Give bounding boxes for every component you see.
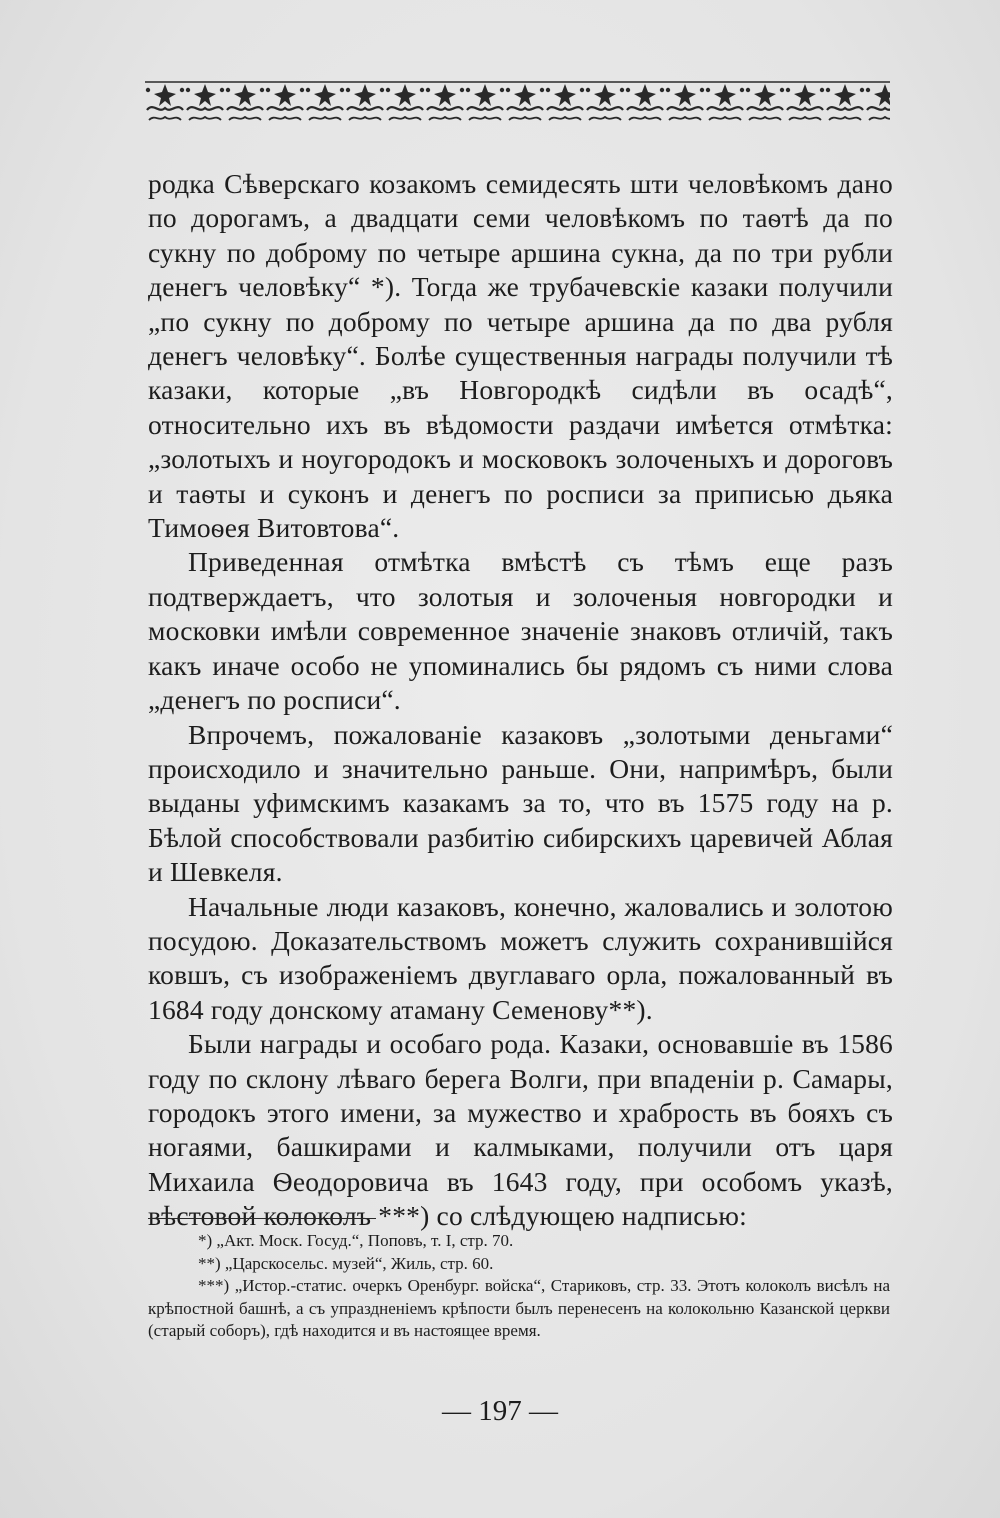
ornamental-header-icon: [145, 80, 890, 124]
footnote-divider: [148, 1218, 376, 1219]
paragraph: Впрочемъ, пожалованіе казаковъ „золотыми деньгами“ происходило и значительно раньше. Они, напримѣръ, были выданы уфимскимъ казакамъ за то, что въ 1575 году на р. Бѣлой способствовали разбитію сибирскихъ царевичей Аблая и Шевкеля.: [148, 718, 893, 888]
footnotes: [148, 1230, 890, 1343]
footnote: ***) „Истор.-статис. очеркъ Оренбург. войска“, Стариковъ, стр. 33. Этотъ колоколъ висѣлъ на крѣпостной башнѣ, а съ упраздненіемъ крѣпости былъ перенесенъ на колокольню Казанской церкви (старый соборъ), гдѣ находится и въ настоящее время.: [148, 1276, 890, 1340]
paragraph: Приведенная отмѣтка вмѣстѣ съ тѣмъ еще разъ подтверждаетъ, что золотыя и золоченыя новгородки и московки имѣли современное значеніе знаковъ отличій, такъ какъ иначе особо не упоминались бы рядомъ съ ними слова „денегъ по росписи“.: [148, 546, 893, 716]
paragraph: родка Сѣверскаго козакомъ семидесять шти человѣкомъ дано по дорогамъ, а двадцати семи человѣкомъ по таѳтѣ да по сукну по доброму по четыре аршина сукна, да по три рубли денегъ человѣку“ *). Тогда же трубачевскіе казаки получили „по сукну по доброму по четыре аршина да по два рубля денегъ человѣку“. Болѣе существенныя награды получили тѣ казаки, которые „въ Новгородкѣ сидѣли въ осадѣ“, относительно ихъ въ вѣдомости раздачи имѣется отмѣтка: „золотыхъ и ноугородокъ и московокъ золоченыхъ и дороговъ и таѳты и суконъ и денегъ по росписи за приписью дьяка Тимоѳея Витовтова“.: [148, 168, 893, 544]
page-number: — 197 —: [442, 1395, 558, 1427]
paragraph: Начальные люди казаковъ, конечно, жаловались и золотою посудою. Доказательствомъ можетъ служить сохранившійся ковшъ, съ изображеніемъ двуглаваго орла, пожалованный въ 1684 году донскому атаману Семенову**).: [148, 890, 893, 1025]
paragraph: Были награды и особаго рода. Казаки, основавшіе въ 1586 году по склону лѣваго берега Волги, при впаденіи р. Самары, городокъ этого имени, за мужество и храбрость въ бояхъ съ ногаями, башкирами и калмыками, получили отъ царя Михаила Ѳеодоровича въ 1643 году, при особомъ указѣ, вѣстовой колоколъ ***) со слѣдующею надписью:: [148, 1028, 893, 1232]
footnote: *) „Акт. Моск. Госуд.“, Поповъ, т. I, стр. 70.: [198, 1231, 514, 1250]
main-text: [148, 167, 893, 1234]
footnote: **) „Царскосельс. музей“, Жиль, стр. 60.: [198, 1253, 494, 1273]
